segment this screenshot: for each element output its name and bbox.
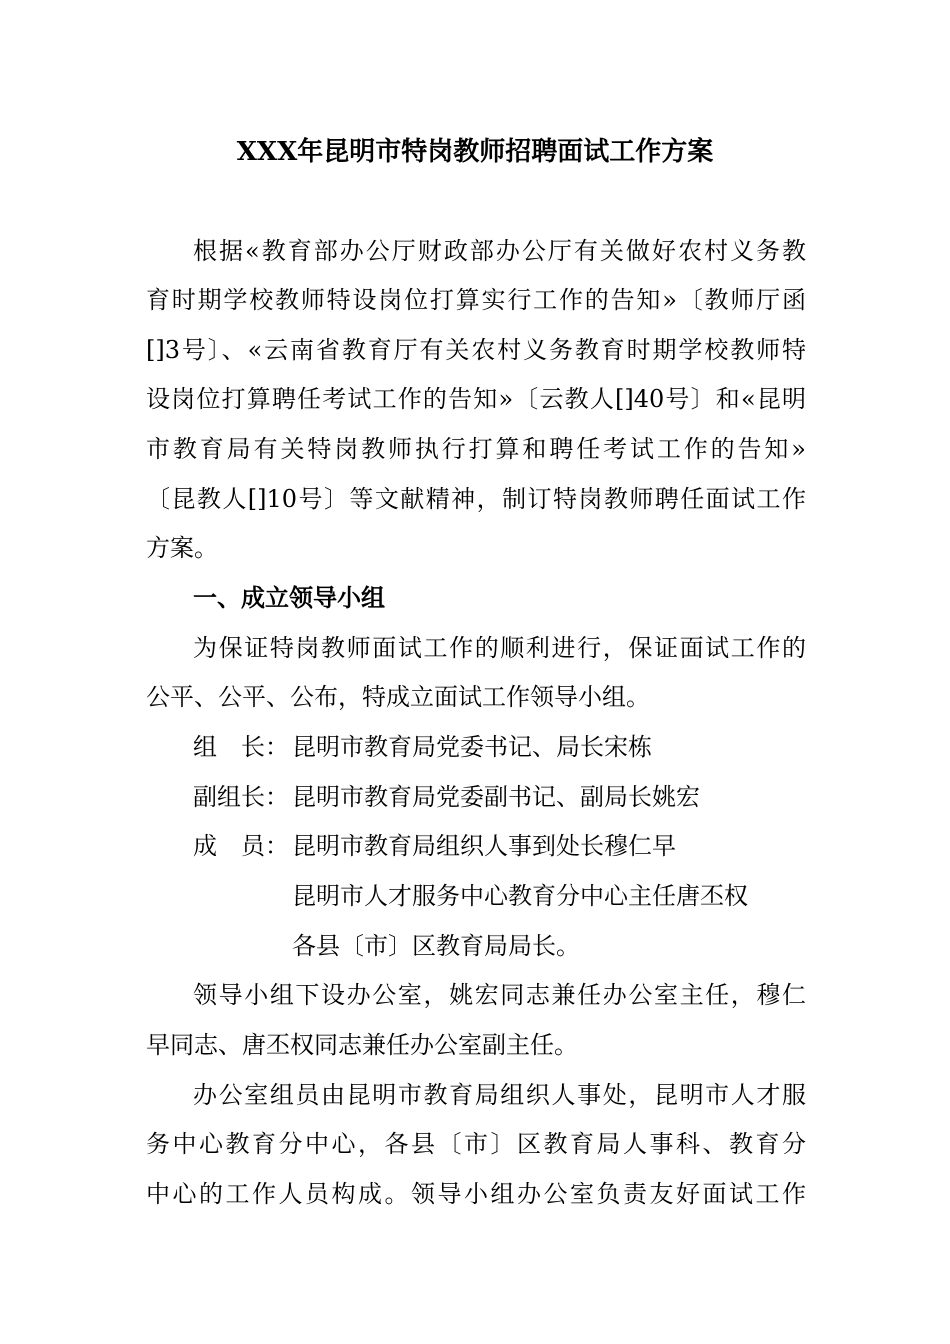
member-value-3: 各县〔市〕区教育局局长。 bbox=[292, 932, 580, 960]
office-para-line-2: 早同志、唐丕权同志兼任办公室副主任。 bbox=[146, 1031, 578, 1059]
leader-label: 组 长： bbox=[193, 733, 289, 761]
section1-para-line-2: 公平、公平、公布，特成立面试工作领导小组。 bbox=[146, 683, 650, 711]
intro-line-6: 〔昆教人[]10号〕等文献精神，制订特岗教师聘任面试工作 bbox=[146, 485, 806, 513]
intro-line-7: 方案。 bbox=[146, 534, 218, 562]
member-value-2: 昆明市人才服务中心教育分中心主任唐丕权 bbox=[292, 882, 748, 910]
intro-line-2: 育时期学校教师特设岗位打算实行工作的告知»〔教师厅函 bbox=[146, 286, 806, 314]
staff-para-line-3: 中心的工作人员构成。领导小组办公室负责友好面试工作 bbox=[146, 1180, 806, 1208]
deputy-label: 副组长： bbox=[193, 783, 289, 811]
document-title: XXX年昆明市特岗教师招聘面试工作方案 bbox=[236, 137, 714, 167]
member-value-1: 昆明市教育局组织人事到处长穆仁早 bbox=[292, 832, 676, 860]
section1-para-line-1: 为保证特岗教师面试工作的顺利进行，保证面试工作的 bbox=[193, 634, 806, 662]
leader-value: 昆明市教育局党委书记、局长宋栋 bbox=[292, 733, 652, 761]
staff-para-line-1: 办公室组员由昆明市教育局组织人事处，昆明市人才服 bbox=[193, 1081, 806, 1109]
intro-line-3: []3号〕、«云南省教育厅有关农村义务教育时期学校教师特 bbox=[146, 336, 806, 364]
intro-line-5: 市教育局有关特岗教师执行打算和聘任考试工作的告知» bbox=[146, 435, 806, 463]
deputy-value: 昆明市教育局党委副书记、副局长姚宏 bbox=[292, 783, 700, 811]
intro-line-4: 设岗位打算聘任考试工作的告知»〔云教人[]40号〕和«昆明 bbox=[146, 385, 806, 413]
section-heading: 一、成立领导小组 bbox=[193, 583, 385, 612]
member-label: 成 员： bbox=[193, 832, 289, 860]
office-para-line-1: 领导小组下设办公室，姚宏同志兼任办公室主任，穆仁 bbox=[193, 981, 806, 1009]
staff-para-line-2: 务中心教育分中心，各县〔市〕区教育局人事科、教育分 bbox=[146, 1130, 806, 1158]
intro-line-1: 根据«教育部办公厅财政部办公厅有关做好农村义务教 bbox=[193, 237, 806, 265]
